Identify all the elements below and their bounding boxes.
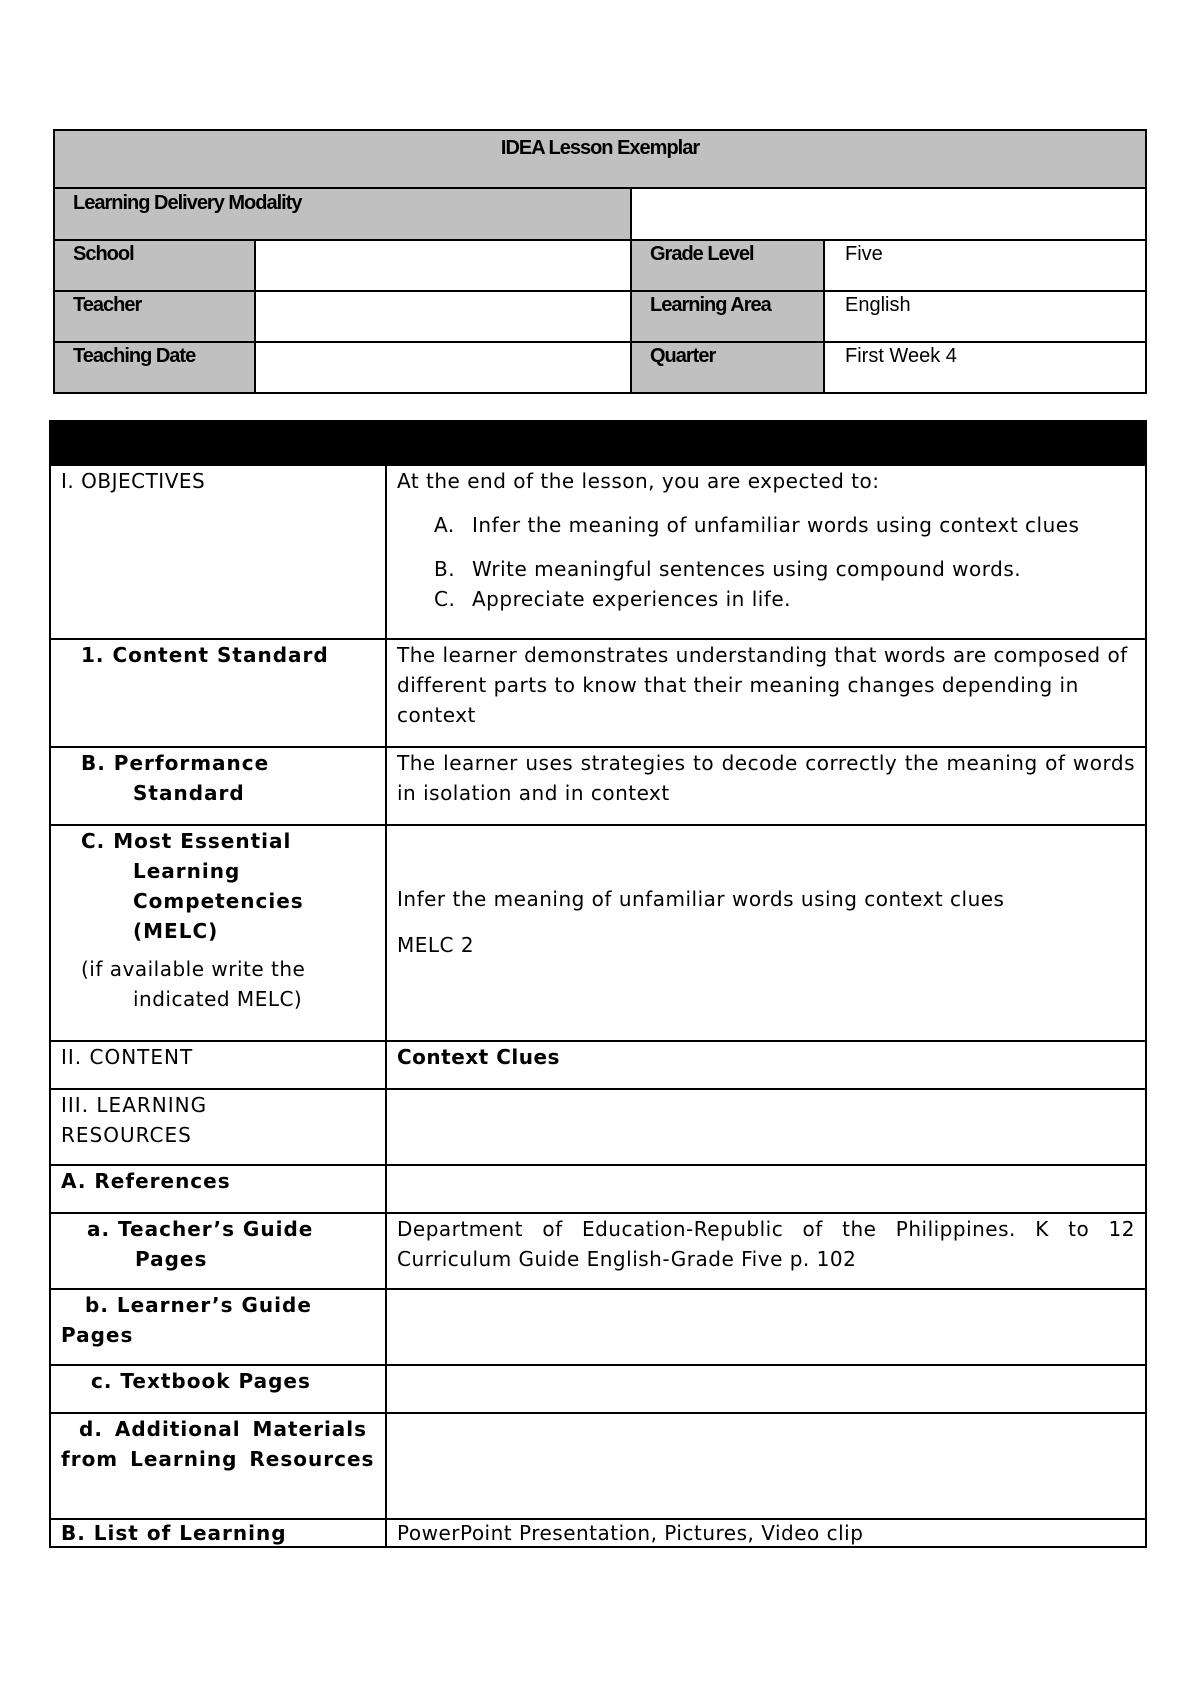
content-label: II. CONTENT: [61, 1045, 194, 1069]
modality-label: Learning Delivery Modality: [54, 188, 631, 240]
learning-resources-label: III. LEARNING RESOURCES: [61, 1093, 208, 1147]
learning-area-value: English: [824, 291, 1146, 342]
melc-label: C. Most Essential Learning Competencies (MELC): [81, 829, 304, 943]
melc-code: MELC 2: [397, 933, 475, 957]
list-item: C. Appreciate experiences in life.: [434, 587, 792, 611]
teacher-value: [255, 291, 631, 342]
header-table: [53, 129, 1147, 394]
teaching-date-value: [255, 342, 631, 393]
teachers-guide-value: Department of Education-Republic of the Philippines. K to 12 Curriculum Guide English-Grade Five p. 102: [386, 1213, 1146, 1289]
quarter-label: Quarter: [631, 342, 824, 393]
list-item: B. Write meaningful sentences using compound words.: [434, 557, 1022, 581]
references-label: A. References: [61, 1169, 231, 1193]
table-row: [50, 825, 1146, 1041]
additional-materials-value: [386, 1413, 1146, 1519]
performance-standard-value: The learner uses strategies to decode correctly the meaning of words in isolation and in context: [386, 747, 1146, 825]
table-row: [50, 1213, 1146, 1289]
additional-materials-label: d. Additional Materials from Learning Resources: [61, 1417, 375, 1471]
learners-guide-label: b. Learner’s Guide Pages: [61, 1293, 312, 1347]
content-value: Context Clues: [386, 1041, 1146, 1089]
header-cell-left: [50, 421, 386, 465]
list-resources-value: PowerPoint Presentation, Pictures, Video clip: [386, 1519, 1146, 1547]
school-value: [255, 240, 631, 291]
teacher-label: Teacher: [54, 291, 255, 342]
objectives-list: [397, 510, 1135, 614]
content-standard-value: The learner demonstrates understanding that words are composed of different parts to know that their meaning changes depending in context: [386, 639, 1146, 747]
table-row: [50, 1365, 1146, 1413]
lesson-table: [49, 420, 1147, 1548]
table-row: [50, 1089, 1146, 1165]
table-row: [50, 1165, 1146, 1213]
grade-level-label: Grade Level: [631, 240, 824, 291]
table-row: [50, 1519, 1146, 1547]
header-cell-right: [386, 421, 1146, 465]
references-value: [386, 1165, 1146, 1213]
grade-level-value: Five: [824, 240, 1146, 291]
table-row: [50, 1041, 1146, 1089]
list-item: A. Infer the meaning of unfamiliar words using context clues: [434, 513, 1080, 537]
textbook-label: c. Textbook Pages: [91, 1369, 311, 1393]
teaching-date-label: Teaching Date: [54, 342, 255, 393]
school-label: School: [54, 240, 255, 291]
performance-standard-label: B. Performance Standard: [81, 751, 270, 805]
textbook-value: [386, 1365, 1146, 1413]
content-standard-label: 1. Content Standard: [81, 643, 329, 667]
melc-note: (if available write the indicated MELC): [81, 957, 306, 1011]
list-resources-label: B. List of Learning: [61, 1521, 287, 1545]
objectives-intro: At the end of the lesson, you are expected to:: [397, 469, 880, 493]
table-row: [50, 1289, 1146, 1365]
learners-guide-value: [386, 1289, 1146, 1365]
quarter-value: First Week 4: [824, 342, 1146, 393]
exemplar-title: IDEA Lesson Exemplar: [54, 130, 1146, 188]
table-row: [50, 1413, 1146, 1519]
learning-area-label: Learning Area: [631, 291, 824, 342]
table-row: [50, 639, 1146, 747]
table-row: [50, 747, 1146, 825]
modality-value: [631, 188, 1146, 240]
table-header-row: [50, 421, 1146, 465]
objectives-label: I. OBJECTIVES: [61, 469, 206, 493]
teachers-guide-label: a. Teacher’s Guide Pages: [87, 1217, 314, 1271]
learning-resources-value: [386, 1089, 1146, 1165]
melc-value: Infer the meaning of unfamiliar words using context clues: [397, 887, 1005, 911]
table-row: [50, 465, 1146, 639]
